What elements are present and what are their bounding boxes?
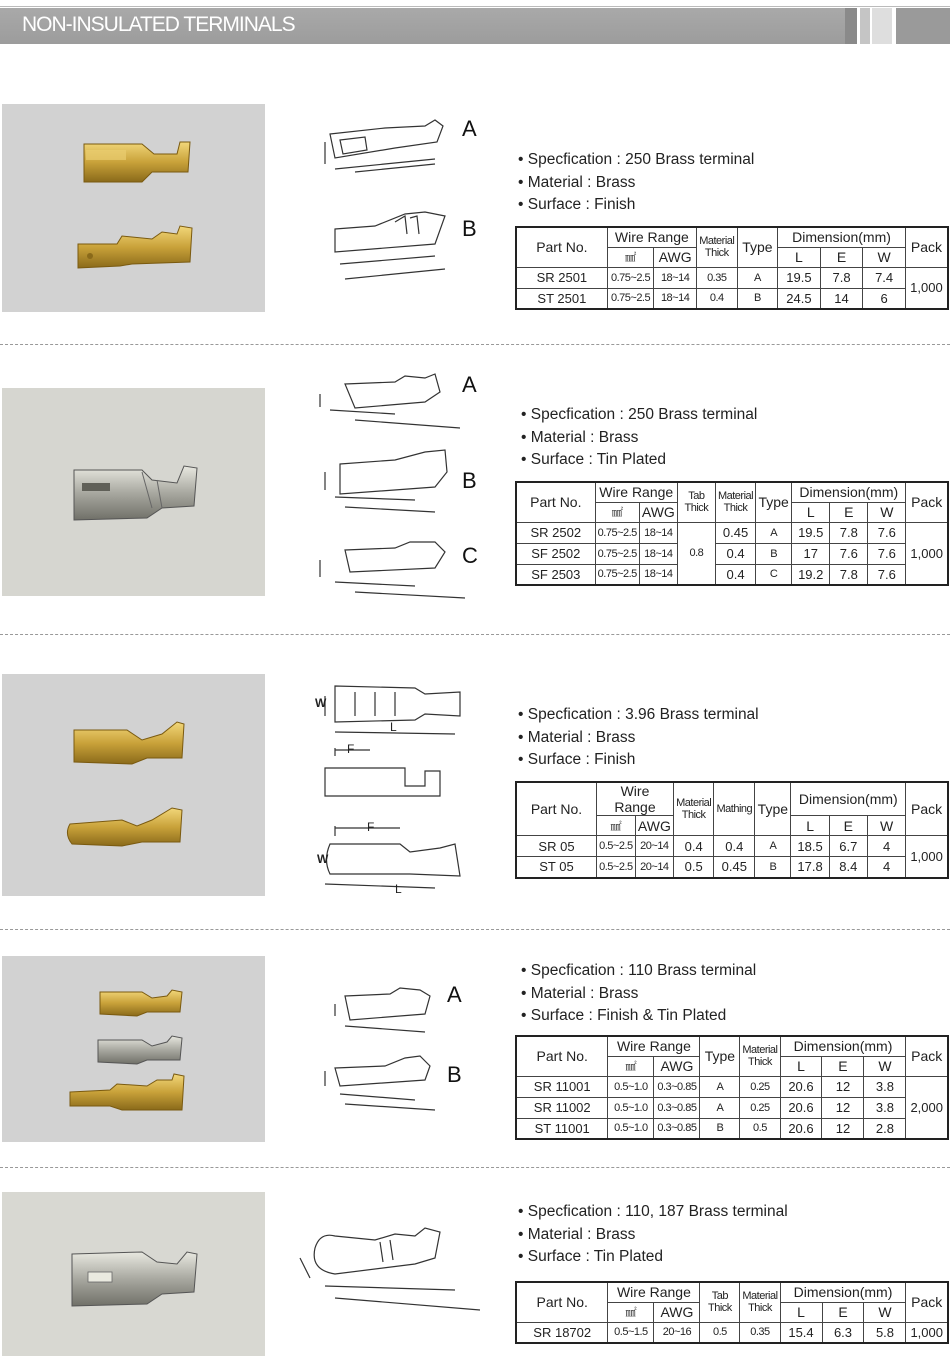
type-diagrams <box>295 676 495 896</box>
spec-list <box>518 704 759 772</box>
type-diagrams <box>295 1218 495 1328</box>
table-cell: 4 <box>867 836 905 857</box>
table-cell: 0.5~2.5 <box>597 836 636 857</box>
col-awg: AWG <box>639 502 677 522</box>
dimension-label: L <box>395 882 402 896</box>
table-row <box>516 1322 948 1343</box>
col-pack: Pack <box>906 1036 948 1076</box>
col-part-no: Part No. <box>516 482 595 522</box>
pack-value: 1,000 <box>906 836 948 878</box>
material-item: • Material : Brass <box>518 728 636 746</box>
col-pack: Pack <box>906 1282 948 1322</box>
page-title: NON-INSULATED TERMINALS <box>22 13 295 36</box>
terminal-drawing <box>295 372 465 602</box>
table-cell: 20.6 <box>780 1076 822 1097</box>
spec-table <box>515 781 949 879</box>
table-cell: 0.25 <box>740 1097 780 1118</box>
material-item: • Material : Brass <box>521 984 639 1002</box>
terminal-set-image <box>2 956 265 1142</box>
table-cell: 0.5~2.5 <box>597 857 636 878</box>
col-l: L <box>780 1056 822 1076</box>
col-w: W <box>863 247 906 267</box>
col-awg: AWG <box>654 1056 700 1076</box>
col-type: Type <box>737 227 778 267</box>
header-decor <box>896 8 950 44</box>
surface-item: • Surface : Finish <box>518 196 636 213</box>
table-cell: SR 05 <box>516 836 597 857</box>
table-cell: 12 <box>822 1097 864 1118</box>
table-row <box>516 564 948 585</box>
col-dimension: Dimension(mm) <box>792 482 906 502</box>
spec-item: • Specfication : 250 Brass terminal <box>518 151 755 168</box>
table-cell: 7.6 <box>868 564 906 585</box>
pack-value: 1,000 <box>905 267 948 309</box>
table-cell: A <box>737 267 778 288</box>
col-w: W <box>864 1302 906 1322</box>
table-cell: 0.4 <box>673 836 713 857</box>
table-cell: 15.4 <box>780 1322 822 1343</box>
col-l: L <box>780 1302 822 1322</box>
table-cell: SR 18702 <box>516 1322 608 1343</box>
type-diagrams <box>295 976 495 1126</box>
col-w: W <box>868 502 906 522</box>
col-mm2: ㎟ <box>607 247 654 267</box>
col-pack: Pack <box>905 227 948 267</box>
spec-table <box>515 481 949 586</box>
type-letter: C <box>462 543 478 568</box>
table-cell: 0.75~2.5 <box>607 267 654 288</box>
table-cell: 3.8 <box>864 1076 906 1097</box>
table-cell: SR 11001 <box>516 1076 608 1097</box>
table-cell: 1,000 <box>906 1322 948 1343</box>
surface-item: • Surface : Finish & Tin Plated <box>521 1007 727 1024</box>
table-cell: 0.4 <box>714 836 755 857</box>
table-cell: 3.8 <box>864 1097 906 1118</box>
table-cell: 24.5 <box>778 288 821 309</box>
col-awg: AWG <box>635 816 673 836</box>
table-cell: B <box>755 857 791 878</box>
table-cell: 8.4 <box>829 857 867 878</box>
table-row <box>516 857 948 878</box>
table-cell: 20.6 <box>780 1118 822 1139</box>
table-cell: 0.3~0.85 <box>654 1118 700 1139</box>
table-row <box>516 267 948 288</box>
dimension-label: L <box>390 720 397 734</box>
header-decor <box>845 8 857 44</box>
table-cell: 20~16 <box>654 1322 700 1343</box>
col-dimension: Dimension(mm) <box>780 1036 906 1056</box>
table-cell: A <box>700 1076 740 1097</box>
terminal-drawing <box>295 976 455 1116</box>
type-letter: A <box>462 372 477 397</box>
col-w: W <box>867 816 905 836</box>
col-type: Type <box>755 782 791 836</box>
table-cell: 14 <box>820 288 863 309</box>
table-cell: 0.75~2.5 <box>595 543 639 564</box>
table-cell: 6.3 <box>822 1322 864 1343</box>
table-cell: 0.45 <box>715 522 755 543</box>
col-part-no: Part No. <box>516 782 597 836</box>
table-cell: 0.4 <box>715 564 755 585</box>
section-divider <box>0 929 950 930</box>
col-awg: AWG <box>654 247 697 267</box>
table-cell: 20~14 <box>635 857 673 878</box>
col-material-thick: Material Thick <box>673 782 713 836</box>
material-item: • Material : Brass <box>518 1225 636 1243</box>
table-row <box>516 1097 948 1118</box>
dimension-label: F <box>367 820 375 834</box>
col-material-thick: Material Thick <box>715 482 755 522</box>
table-cell: 7.8 <box>820 267 863 288</box>
table-cell: 18~14 <box>639 543 677 564</box>
col-wire-range: Wire Range <box>607 227 696 247</box>
table-cell: 19.5 <box>792 522 830 543</box>
spec-item: • Specfication : 3.96 Brass terminal <box>518 706 759 723</box>
type-letter: B <box>447 1062 462 1087</box>
table-cell: SR 2502 <box>516 522 595 543</box>
table-cell: 0.5~1.0 <box>608 1076 654 1097</box>
type-letter: A <box>462 116 477 141</box>
table-cell: 4 <box>867 857 905 878</box>
col-part-no: Part No. <box>516 1036 608 1076</box>
table-cell: 0.25 <box>740 1076 780 1097</box>
col-wire-range: Wire Range <box>597 782 674 816</box>
col-mm2: ㎟ <box>595 502 639 522</box>
col-e: E <box>822 1056 864 1076</box>
col-awg: AWG <box>654 1302 700 1322</box>
spec-table <box>515 1035 949 1140</box>
col-dimension: Dimension(mm) <box>778 227 906 247</box>
section-divider <box>0 344 950 345</box>
table-cell: 18~14 <box>639 564 677 585</box>
material-item: • Material : Brass <box>518 173 636 191</box>
spec-item: • Specfication : 110 Brass terminal <box>521 962 757 979</box>
table-cell: 0.3~0.85 <box>654 1097 700 1118</box>
table-cell: 0.35 <box>740 1322 780 1343</box>
table-cell: ST 11001 <box>516 1118 608 1139</box>
table-cell: 0.5 <box>673 857 713 878</box>
table-cell: 6 <box>863 288 906 309</box>
col-part-no: Part No. <box>516 1282 608 1322</box>
table-cell: 0.3~0.85 <box>654 1076 700 1097</box>
table-cell: ST 05 <box>516 857 597 878</box>
table-cell: 7.6 <box>868 543 906 564</box>
spec-list <box>521 960 756 1028</box>
table-cell: 0.75~2.5 <box>595 522 639 543</box>
terminal-drawing <box>295 1218 495 1328</box>
spec-item: • Specfication : 110, 187 Brass terminal <box>518 1203 788 1220</box>
spec-list <box>521 404 757 472</box>
table-cell: 18~14 <box>654 267 697 288</box>
tin-terminal-image <box>2 1192 265 1356</box>
col-l: L <box>778 247 821 267</box>
col-wire-range: Wire Range <box>608 1282 700 1302</box>
col-dimension: Dimension(mm) <box>791 782 906 816</box>
type-letter: A <box>447 982 462 1007</box>
col-part-no: Part No. <box>516 227 607 267</box>
table-cell: 0.75~2.5 <box>607 288 654 309</box>
header-rule <box>0 6 950 7</box>
header-decor <box>860 8 870 44</box>
surface-item: • Surface : Finish <box>518 751 636 768</box>
table-cell: 18.5 <box>791 836 829 857</box>
col-mm2: ㎟ <box>608 1056 654 1076</box>
material-item: • Material : Brass <box>521 428 639 446</box>
table-cell: 7.6 <box>868 522 906 543</box>
table-cell: 0.75~2.5 <box>595 564 639 585</box>
type-diagrams <box>295 104 495 304</box>
col-material-thick: Material Thick <box>696 227 737 267</box>
pack-value: 1,000 <box>906 522 948 585</box>
table-cell: 7.6 <box>830 543 868 564</box>
product-photo <box>2 104 265 312</box>
product-photo <box>2 674 265 896</box>
table-row <box>516 1076 948 1097</box>
col-material-thick: Material Thick <box>740 1282 780 1322</box>
table-cell: 18~14 <box>639 522 677 543</box>
col-mathing: Mathing <box>714 782 755 836</box>
spec-table <box>515 226 949 310</box>
table-cell: 2.8 <box>864 1118 906 1139</box>
table-cell: A <box>700 1097 740 1118</box>
spec-item: • Specfication : 250 Brass terminal <box>521 406 758 423</box>
col-tab-thick: Tab Thick <box>700 1282 740 1322</box>
table-cell: 5.8 <box>864 1322 906 1343</box>
table-cell: B <box>737 288 778 309</box>
table-cell: 19.2 <box>792 564 830 585</box>
surface-item: • Surface : Tin Plated <box>518 1248 664 1265</box>
table-cell: SR 2501 <box>516 267 607 288</box>
pack-value: 2,000 <box>906 1076 948 1139</box>
type-diagrams <box>295 372 495 602</box>
table-row <box>516 522 948 543</box>
table-cell: 0.35 <box>696 267 737 288</box>
terminal-drawing <box>295 104 455 294</box>
page-header <box>0 4 950 42</box>
spec-list <box>518 1201 788 1269</box>
type-letter: B <box>462 468 477 493</box>
product-photo <box>2 388 265 596</box>
table-cell: 0.5~1.0 <box>608 1118 654 1139</box>
col-w: W <box>864 1056 906 1076</box>
table-cell: 17 <box>792 543 830 564</box>
section-divider <box>0 1167 950 1168</box>
table-cell: 12 <box>822 1118 864 1139</box>
col-l: L <box>791 816 829 836</box>
table-row <box>516 543 948 564</box>
col-wire-range: Wire Range <box>595 482 677 502</box>
col-l: L <box>792 502 830 522</box>
table-cell: 0.45 <box>714 857 755 878</box>
header-decor <box>872 8 892 44</box>
col-pack: Pack <box>906 782 948 836</box>
col-wire-range: Wire Range <box>608 1036 700 1056</box>
col-pack: Pack <box>906 482 948 522</box>
table-cell: 20.6 <box>780 1097 822 1118</box>
brass-terminal-image <box>2 674 265 896</box>
dimension-label: W <box>315 696 327 710</box>
spec-table <box>515 1281 949 1344</box>
table-cell: SR 11002 <box>516 1097 608 1118</box>
table-row <box>516 288 948 309</box>
table-row <box>516 1118 948 1139</box>
table-cell: 0.5~1.5 <box>608 1322 654 1343</box>
brass-terminal-image <box>2 104 265 312</box>
table-cell: 17.8 <box>791 857 829 878</box>
table-cell: SF 2502 <box>516 543 595 564</box>
col-dimension: Dimension(mm) <box>780 1282 906 1302</box>
col-type: Type <box>756 482 792 522</box>
table-cell: B <box>756 543 792 564</box>
product-photo <box>2 1192 265 1356</box>
table-cell: 7.8 <box>830 522 868 543</box>
table-cell: 7.8 <box>830 564 868 585</box>
col-mm2: ㎟ <box>608 1302 654 1322</box>
col-mm2: ㎟ <box>597 816 636 836</box>
table-cell: 0.5~1.0 <box>608 1097 654 1118</box>
dimension-label: F <box>347 742 355 756</box>
table-cell: C <box>756 564 792 585</box>
col-material-thick: Material Thick <box>740 1036 780 1076</box>
table-cell: 20~14 <box>635 836 673 857</box>
table-cell: ST 2501 <box>516 288 607 309</box>
table-cell: SF 2503 <box>516 564 595 585</box>
table-cell: A <box>755 836 791 857</box>
table-cell: 12 <box>822 1076 864 1097</box>
table-cell: 19.5 <box>778 267 821 288</box>
tin-terminal-image <box>2 388 265 596</box>
type-letter: B <box>462 216 477 241</box>
surface-item: • Surface : Tin Plated <box>521 451 667 468</box>
table-cell: 0.4 <box>696 288 737 309</box>
product-photo <box>2 956 265 1142</box>
table-cell: A <box>756 522 792 543</box>
table-cell: 7.4 <box>863 267 906 288</box>
dimension-label: W <box>317 852 329 866</box>
col-e: E <box>822 1302 864 1322</box>
spec-list <box>518 149 754 217</box>
col-e: E <box>830 502 868 522</box>
table-cell: 18~14 <box>654 288 697 309</box>
table-cell: 0.5 <box>700 1322 740 1343</box>
col-e: E <box>820 247 863 267</box>
table-cell: 6.7 <box>829 836 867 857</box>
col-type: Type <box>700 1036 740 1076</box>
section-divider <box>0 634 950 635</box>
table-cell: B <box>700 1118 740 1139</box>
table-cell: 0.5 <box>740 1118 780 1139</box>
table-cell: 0.4 <box>715 543 755 564</box>
col-tab-thick: Tab Thick <box>677 482 715 522</box>
table-row <box>516 836 948 857</box>
tab-thick-value: 0.8 <box>677 522 715 585</box>
col-e: E <box>829 816 867 836</box>
